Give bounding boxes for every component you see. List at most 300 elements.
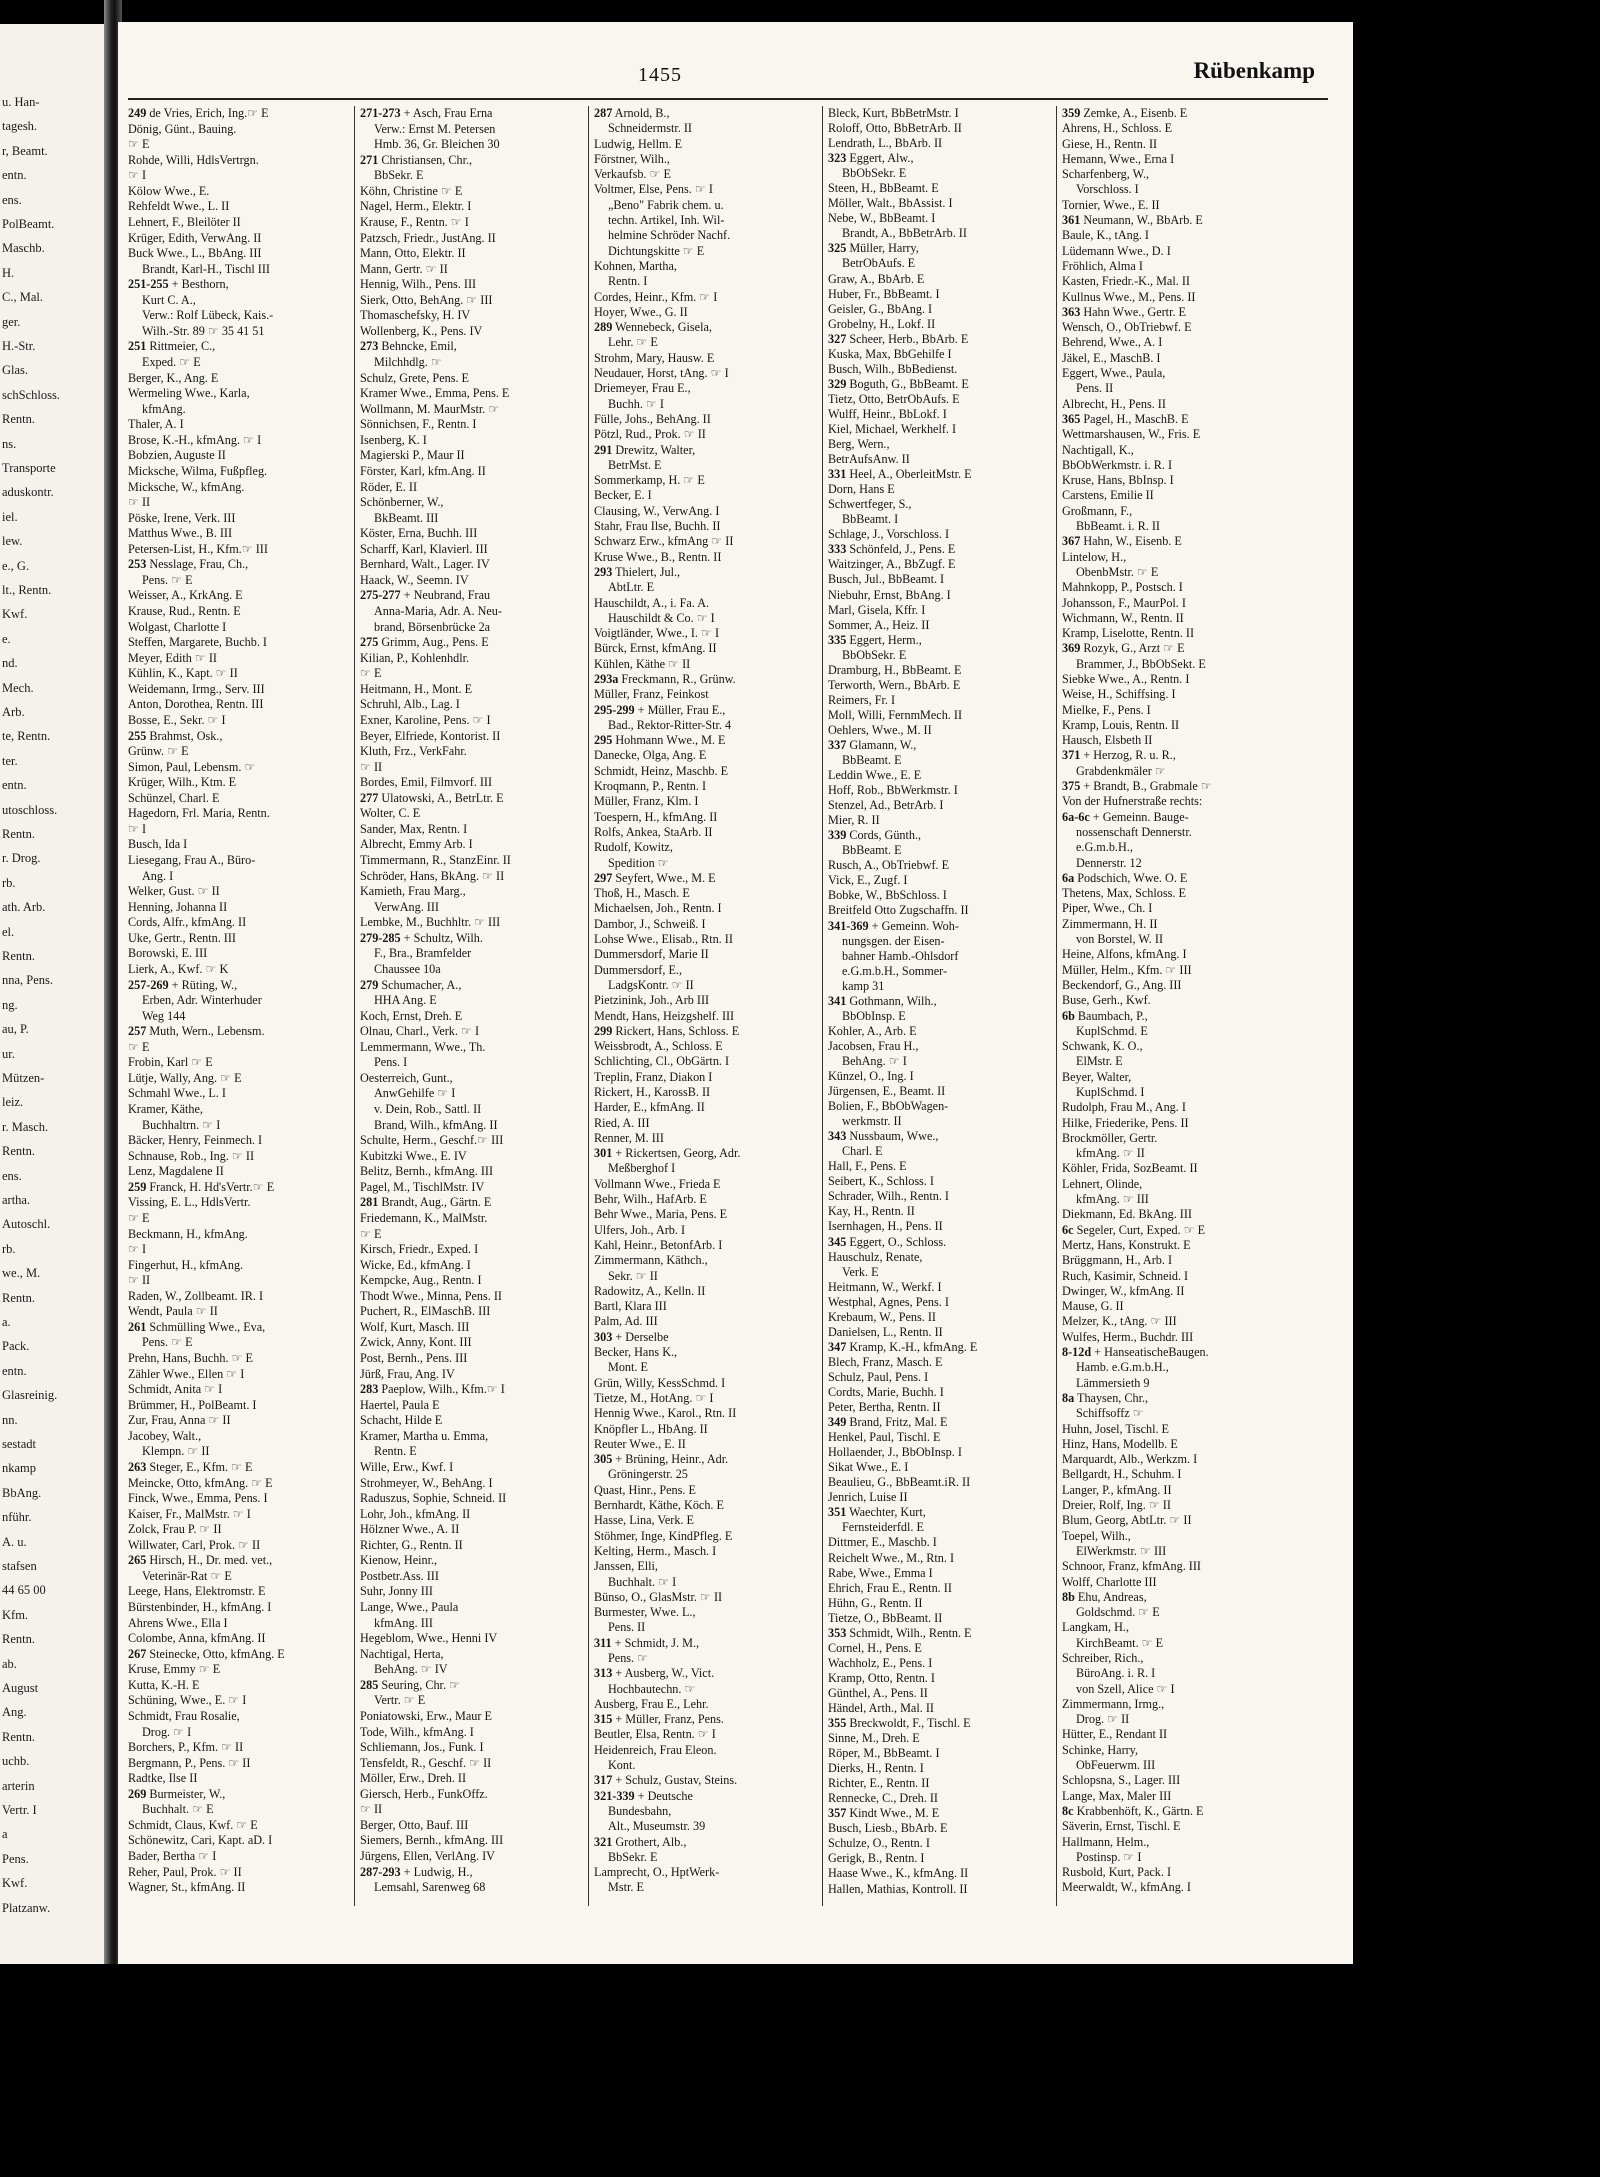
house-number: 263 (128, 1459, 147, 1474)
directory-entry-line: Willwater, Carl, Prok. ☞ II (128, 1537, 261, 1552)
directory-entry-line: von Szell, Alice ☞ I (1076, 1681, 1175, 1696)
directory-entry-line: 287-293 + Ludwig, H., (360, 1864, 473, 1879)
directory-entry-line: 257-269 + Rüting, W., (128, 977, 238, 992)
directory-column-3 (594, 106, 816, 1896)
directory-entry-line: Hagedorn, Frl. Maria, Rentn. (128, 806, 270, 821)
directory-entry-line: Matthus Wwe., B. III (128, 526, 233, 541)
directory-entry-line: Müller, Helm., Kfm. ☞ III (1062, 962, 1192, 977)
directory-entry-line: Mielke, F., Pens. I (1062, 702, 1151, 717)
directory-entry-line: Mendt, Hans, Heizgshelf. III (594, 1008, 735, 1023)
directory-entry-line: Schulze, O., Rentn. I (828, 1836, 930, 1851)
directory-entry-line: Magierski P., Maur II (360, 448, 465, 463)
directory-entry-line: Goldschmd. ☞ E (1076, 1605, 1160, 1620)
directory-entry-line: 6c Segeler, Curt, Exped. ☞ E (1062, 1222, 1206, 1237)
directory-entry-line: Hoff, Rob., BbWerkmstr. I (828, 783, 958, 798)
left-page-text-fragment: Pens. (2, 1851, 29, 1866)
directory-entry-line: Weidemann, Irmg., Serv. III (128, 681, 265, 696)
directory-entry-line: 323 Eggert, Alw., (828, 151, 914, 166)
directory-entry-line: Hochbautechn. ☞ (608, 1681, 696, 1696)
directory-entry-line: KuplSchmd. E (1076, 1023, 1148, 1038)
directory-entry-line: Busch, Jul., BbBeamt. I (828, 572, 945, 587)
directory-entry-line: Rentn. E (374, 1444, 417, 1459)
directory-entry-line: Richter, E., Rentn. II (828, 1776, 930, 1791)
directory-entry-line: Belitz, Bernh., kfmAng. III (360, 1164, 494, 1179)
directory-entry-line: 255 Brahmst, Osk., (128, 728, 223, 743)
directory-entry-line: Klempn. ☞ II (142, 1444, 210, 1459)
directory-entry-line: Janssen, Elli, (594, 1559, 658, 1574)
directory-entry-line: Brand, Wilh., kfmAng. II (374, 1117, 498, 1132)
directory-entry-line: ☞ I (128, 821, 147, 836)
left-page-text-fragment: ab. (2, 1656, 17, 1671)
house-number: 257 (128, 1024, 147, 1039)
directory-entry-line: Berger, Otto, Bauf. III (360, 1817, 469, 1832)
directory-entry-line: Kelting, Herm., Masch. I (594, 1543, 717, 1558)
house-number: 357 (828, 1806, 847, 1821)
directory-entry-line: Thomaschefsky, H. IV (360, 308, 471, 323)
directory-entry-line: Brümmer, H., PolBeamt. I (128, 1397, 257, 1412)
directory-entry-line: Scharff, Karl, Klavierl. III (360, 541, 488, 556)
directory-entry-line: Dennerstr. 12 (1076, 855, 1142, 870)
directory-entry-line: Hennig, Wilh., Pens. III (360, 277, 477, 292)
directory-entry-line: Zur, Frau, Anna ☞ II (128, 1413, 231, 1428)
left-page-text-fragment: PolBeamt. (2, 217, 55, 231)
directory-entry-line: nossenschaft Dennerstr. (1076, 824, 1192, 839)
directory-entry-line: Bad., Rektor-Ritter-Str. 4 (608, 717, 732, 732)
directory-entry-line: 6b Baumbach, P., (1062, 1008, 1148, 1023)
directory-entry-line: Hennig Wwe., Karol., Rtn. II (594, 1406, 737, 1421)
directory-entry-line: Schiffsoffz ☞ (1076, 1406, 1144, 1421)
directory-entry-line: Micksche, Wilma, Fußpfleg. (128, 463, 268, 478)
directory-entry-line: BbBeamt. E (842, 753, 902, 768)
directory-entry-line: KuplSchmd. I (1076, 1085, 1145, 1099)
directory-entry-line: Ang. I (142, 868, 174, 883)
directory-entry-line: Jürgensen, E., Beamt. II (828, 1084, 946, 1099)
directory-entry-line: Kempcke, Aug., Rentn. I (360, 1273, 482, 1288)
directory-entry-line: Clausing, W., VerwAng. I (594, 503, 720, 518)
house-number: 295-299 (594, 702, 635, 717)
directory-entry-line: 8c Krabbenhöft, K., Gärtn. E (1062, 1803, 1204, 1818)
directory-entry-line: Verkaufsb. ☞ E (594, 167, 671, 182)
house-number: 351 (828, 1505, 847, 1520)
directory-entry-line: LadgsKontr. ☞ II (608, 977, 694, 992)
directory-entry-line: Simon, Paul, Lebensm. ☞ (128, 759, 256, 774)
directory-entry-line: Ehrich, Frau E., Rentn. II (828, 1580, 952, 1595)
directory-entry-line: Schrader, Wilh., Rentn. I (828, 1189, 949, 1204)
house-number: 303 (594, 1329, 613, 1344)
directory-entry-line: Händel, Arth., Mal. II (828, 1700, 934, 1715)
directory-entry-line: Köhler, Frida, SozBeamt. II (1062, 1161, 1198, 1176)
directory-entry-line: Nagel, Herm., Elektr. I (360, 199, 472, 214)
directory-entry-line: 305 + Brüning, Heinr., Adr. (594, 1452, 729, 1467)
directory-entry-line: ElWerkmstr. ☞ III (1076, 1543, 1167, 1558)
directory-entry-line: kfmAng. III (374, 1615, 433, 1630)
directory-entry-line: 331 Heel, A., OberleitMstr. E (828, 467, 972, 482)
left-page-text-fragment: Mech. (2, 680, 34, 695)
directory-entry-line: Voltmer, Else, Pens. ☞ I (594, 182, 713, 197)
directory-entry-line: Thaler, A. I (128, 417, 184, 432)
left-page-text-fragment: rb. (2, 1241, 16, 1256)
house-number: 321-339 (594, 1788, 635, 1803)
directory-entry-line: Olnau, Charl., Verk. ☞ I (360, 1024, 480, 1039)
left-page-text-fragment: nd. (2, 656, 18, 671)
directory-entry-line: Mier, R. II (828, 813, 880, 828)
directory-entry-line: Ahrens, H., Schloss. E (1062, 121, 1173, 136)
directory-entry-line: Schulte, Herm., Geschf.☞ III (360, 1133, 504, 1148)
directory-entry-line: Burmester, Wwe. L., (594, 1605, 696, 1620)
directory-column-5 (1062, 106, 1284, 1896)
directory-entry-line: Zimmermann, Irmg., (1062, 1696, 1165, 1711)
directory-entry-line: Cordts, Marie, Buchh. I (828, 1384, 944, 1399)
left-page-text-fragment: C., Mal. (2, 290, 43, 305)
house-number: 253 (128, 557, 147, 572)
directory-entry-line: Schwarz Erw., kfmAng ☞ II (594, 534, 734, 549)
directory-entry-line: 295-299 + Müller, Frau E., (594, 702, 726, 717)
directory-entry-line: Pöske, Irene, Verk. III (128, 510, 236, 525)
directory-entry-line: 369 Rozyk, G., Arzt ☞ E (1062, 641, 1185, 656)
directory-entry-line: Bartl, Klara III (594, 1299, 667, 1314)
directory-entry-line: Meerwaldt, W., kfmAng. I (1062, 1880, 1191, 1895)
directory-entry-line: Lemsahl, Sarenweg 68 (374, 1880, 486, 1895)
directory-entry-line: 345 Eggert, O., Schloss. (828, 1234, 947, 1249)
directory-entry-line: Wulff, Heinr., BbLokf. I (828, 406, 947, 421)
directory-entry-line: Weisser, A., KrkAng. E (128, 588, 243, 603)
directory-entry-line: Lohse Wwe., Elisab., Rtn. II (594, 932, 733, 947)
left-page-text-fragment: ng. (2, 997, 18, 1012)
house-number: 341 (828, 993, 847, 1008)
directory-entry-line: Kirsch, Friedr., Exped. I (360, 1242, 479, 1257)
directory-entry-line: Pens. I (374, 1055, 408, 1070)
directory-entry-line: Radowitz, A., Kelln. II (594, 1283, 706, 1298)
directory-entry-line: Dichtungskitte ☞ E (608, 243, 705, 258)
directory-entry-line: Bleck, Kurt, BbBetrMstr. I (828, 106, 959, 120)
directory-entry-line: Eggert, Wwe., Paula, (1062, 366, 1166, 381)
directory-entry-line: Friedemann, K., MalMstr. (360, 1210, 488, 1225)
directory-entry-line: 359 Zemke, A., Eisenb. E (1062, 106, 1188, 120)
left-page-text-fragment: 44 65 00 (2, 1583, 46, 1598)
directory-entry-line: Isenberg, K. I (360, 432, 427, 447)
directory-entry-line: Roloff, Otto, BbBetrArb. II (828, 121, 962, 136)
directory-entry-line: Timmermann, R., StanzEinr. II (360, 853, 511, 867)
left-page-text-fragment: Rentn. (2, 1144, 35, 1159)
house-number: 311 (594, 1635, 612, 1650)
directory-entry-line: Nebe, W., BbBeamt. I (828, 211, 936, 226)
directory-entry-line: Hegeblom, Wwe., Henni IV (360, 1631, 498, 1646)
directory-entry-line: Lembke, M., Buchhltr. ☞ III (360, 915, 501, 930)
directory-entry-line: 8b Ehu, Andreas, (1062, 1589, 1147, 1604)
directory-entry-line: BbSekr. E (374, 168, 424, 183)
house-number: 8a (1062, 1390, 1075, 1405)
directory-entry-line: Leege, Hans, Elektromstr. E (128, 1584, 266, 1599)
directory-entry-line: Frobin, Karl ☞ E (128, 1055, 213, 1070)
directory-entry-line: Giersch, Herb., FunkOffz. (360, 1786, 488, 1801)
directory-entry-line: Röder, E. II (360, 479, 418, 494)
directory-entry-line: Schlichting, Cl., ObGärtn. I (594, 1054, 730, 1069)
left-page-text-fragment: rb. (2, 875, 16, 890)
directory-entry-line: Mstr. E (608, 1880, 644, 1895)
left-page-fragment (0, 24, 108, 1964)
directory-entry-line: ☞ E (360, 1226, 382, 1241)
directory-entry-line: 285 Seuring, Chr. ☞ (360, 1677, 460, 1692)
directory-entry-line: Pagel, M., TischlMstr. IV (360, 1179, 485, 1194)
directory-entry-line: Kamieth, Frau Marg., (360, 884, 466, 899)
directory-entry-line: 375 + Brandt, B., Grabmale ☞ (1062, 779, 1212, 794)
directory-entry-line: Beutler, Elsa, Rentn. ☞ I (594, 1727, 716, 1742)
directory-entry-line: 327 Scheer, Herb., BbArb. E (828, 331, 969, 346)
directory-column-1 (128, 106, 350, 1896)
directory-entry-line: Dambor, J., Schweiß. I (594, 916, 706, 931)
directory-entry-line: BbBeamt. E (842, 843, 902, 858)
column-divider (1056, 106, 1057, 1906)
directory-entry-line: Thetens, Max, Schloss. E (1062, 886, 1186, 901)
directory-entry-line: Lintelow, H., (1062, 549, 1127, 564)
house-number: 8c (1062, 1803, 1074, 1818)
directory-entry-line: Westphal, Agnes, Pens. I (828, 1294, 949, 1309)
directory-entry-line: Buchhalt. ☞ I (608, 1574, 677, 1589)
house-number: 6a (1062, 870, 1075, 885)
directory-entry-line: Bellgardt, H., Schuhm. I (1062, 1467, 1182, 1482)
directory-entry-line: Kohnen, Martha, (594, 258, 677, 273)
directory-entry-line: Poniatowski, Erw., Maur E (360, 1708, 492, 1723)
header-rule (128, 98, 1328, 100)
directory-entry-line: Heine, Alfons, kfmAng. I (1062, 947, 1187, 962)
directory-entry-line: Thodt Wwe., Minna, Pens. II (360, 1288, 502, 1303)
directory-entry-line: Pens. II (1076, 381, 1114, 396)
directory-entry-line: Ausberg, Frau E., Lehr. (594, 1696, 709, 1711)
directory-entry-line: Zimmermann, Käthch., (594, 1253, 708, 1268)
directory-entry-line: nungsgen. der Eisen- (842, 933, 945, 948)
directory-entry-line: BüroAng. i. R. I (1076, 1666, 1156, 1681)
directory-entry-line: Hollaender, J., BbObInsp. I (828, 1445, 962, 1460)
directory-entry-line: Schinke, Harry, (1062, 1742, 1139, 1757)
house-number: 349 (828, 1415, 847, 1430)
directory-entry-line: Schröder, Hans, BkAng. ☞ II (360, 868, 505, 883)
directory-entry-line: Rudolph, Frau M., Ang. I (1062, 1100, 1186, 1115)
directory-entry-line: 325 Müller, Harry, (828, 241, 919, 256)
directory-entry-line: ☞ II (128, 1273, 151, 1288)
left-page-text-fragment: Kwf. (2, 1876, 28, 1891)
directory-entry-line: Buchhalt. ☞ E (142, 1802, 214, 1817)
directory-entry-line: Meßberghof I (608, 1161, 676, 1176)
directory-entry-line: Graw, A., BbArb. E (828, 271, 925, 286)
directory-entry-line: Langkam, H., (1062, 1620, 1130, 1635)
directory-entry-line: Waitzinger, A., BbZugf. E (828, 557, 956, 572)
house-number: 251 (128, 339, 147, 354)
directory-entry-line: Mont. E (608, 1360, 648, 1375)
directory-entry-line: Wolff, Charlotte III (1062, 1574, 1157, 1589)
directory-entry-line: Harder, E., kfmAng. II (594, 1100, 705, 1115)
directory-entry-line: Dittmer, E., Maschb. I (828, 1535, 937, 1550)
house-number: 317 (594, 1773, 613, 1788)
left-page-text-fragment: el. (2, 924, 15, 939)
directory-entry-line: Möller, Erw., Dreh. II (360, 1771, 467, 1786)
directory-entry-line: Krüger, Wilh., Ktm. E (128, 775, 237, 790)
house-number: 259 (128, 1179, 147, 1194)
directory-entry-line: Wollmann, M. MaurMstr. ☞ (360, 401, 500, 416)
directory-entry-line: Kuska, Max, BbGehilfe I (828, 346, 952, 361)
directory-entry-line: Heitmann, W., Werkf. I (828, 1279, 942, 1294)
running-head: Rübenkamp (1193, 58, 1315, 83)
directory-entry-line: Bordes, Emil, Filmvorf. III (360, 775, 493, 790)
directory-entry-line: Terworth, Wern., BbArb. E (828, 677, 961, 692)
directory-entry-line: Schnoor, Franz, kfmAng. III (1062, 1559, 1201, 1574)
left-page-text-fragment: Glasreinig. (2, 1388, 58, 1403)
directory-entry-line: Renner, M. III (594, 1130, 664, 1145)
directory-entry-line: Finck, Wwe., Emma, Pens. I (128, 1491, 268, 1506)
directory-entry-line: 261 Schmülling Wwe., Eva, (128, 1319, 266, 1334)
directory-entry-line: Rabe, Wwe., Emma I (828, 1565, 933, 1580)
directory-entry-line: 365 Pagel, H., MaschB. E (1062, 411, 1189, 426)
directory-entry-line: Schwertfeger, S., (828, 497, 912, 512)
directory-entry-line: Großmann, F., (1062, 503, 1133, 518)
directory-entry-line: Hausch, Elsbeth II (1062, 733, 1153, 748)
directory-entry-line: kfmAng. (142, 401, 186, 416)
left-page-text-fragment: aduskontr. (2, 485, 54, 500)
directory-entry-line: Sikat Wwe., E. I (828, 1460, 909, 1475)
left-page-text-fragment: iel. (2, 509, 18, 524)
house-number: 329 (828, 376, 847, 391)
directory-entry-line: BbObWerkmstr. i. R. I (1062, 457, 1173, 472)
directory-entry-line: Dwinger, W., kfmAng. II (1062, 1283, 1185, 1298)
directory-entry-line: BetrMst. E (608, 457, 662, 472)
directory-entry-line: ☞ E (128, 137, 150, 152)
house-number: 371 (1062, 748, 1081, 763)
directory-entry-line: Möller, Walt., BbAssist. I (828, 196, 953, 211)
directory-entry-line: Brockmöller, Gertr. (1062, 1130, 1158, 1145)
directory-entry-line: Lierk, A., Kwf. ☞ K (128, 961, 229, 976)
directory-entry-line: Siebke Wwe., A., Rentn. I (1062, 671, 1190, 686)
directory-entry-line: Lohr, Joh., kfmAng. II (360, 1506, 471, 1521)
directory-entry-line: kamp 31 (842, 978, 885, 993)
directory-entry-line: Lehr. ☞ E (608, 335, 658, 350)
directory-entry-line: Verw.: Rolf Lübeck, Kais.- (142, 308, 274, 323)
directory-entry-line: Wolgast, Charlotte I (128, 619, 227, 634)
directory-entry-line: 335 Eggert, Herm., (828, 632, 922, 647)
directory-entry-line: Berg, Wern., (828, 437, 890, 452)
directory-entry-line: Pens. ☞ E (142, 1335, 193, 1350)
directory-entry-line: 289 Wennebeck, Gisela, (594, 320, 712, 335)
directory-entry-line: Nachtigal, Herta, (360, 1646, 444, 1661)
directory-entry-line: Hinz, Hans, Modellb. E (1062, 1436, 1178, 1451)
directory-entry-line: 287 Arnold, B., (594, 106, 670, 120)
directory-entry-line: Kühlen, Käthe ☞ II (594, 656, 691, 671)
left-page-text-fragment: Kfm. (2, 1607, 29, 1622)
directory-entry-line: Kluth, Frz., VerkFahr. (360, 744, 467, 759)
left-page-text-fragment: schSchloss. (2, 387, 60, 402)
directory-entry-line: Raden, W., Zollbeamt. IR. I (128, 1288, 264, 1303)
directory-entry-line: Strohmeyer, W., BehAng. I (360, 1475, 493, 1490)
directory-entry-line: 279-285 + Schultz, Wilh. (360, 930, 483, 945)
directory-entry-line: Rohde, Willi, HdlsVertrgn. (128, 152, 259, 167)
directory-entry-line: Prehn, Hans, Buchh. ☞ E (128, 1351, 253, 1365)
directory-entry-line: 333 Schönfeld, J., Pens. E (828, 542, 956, 557)
directory-entry-line: Steen, H., BbBeamt. E (828, 181, 939, 196)
directory-entry-line: 341 Gothmann, Wilh., (828, 993, 937, 1008)
directory-entry-line: Berger, K., Ang. E (128, 370, 219, 385)
directory-entry-line: Fingerhut, H., kfmAng. (128, 1257, 244, 1272)
directory-entry-line: 277 Ulatowski, A., BetrLtr. E (360, 790, 504, 805)
directory-entry-line: Rusch, A., ObTriebwf. E (828, 858, 950, 873)
directory-entry-line: Spedition ☞ (608, 855, 669, 870)
directory-entry-line: Zähler Wwe., Ellen ☞ I (128, 1366, 245, 1381)
house-number: 6c (1062, 1222, 1074, 1237)
directory-entry-line: Tietze, O., BbBeamt. II (828, 1610, 943, 1625)
house-number: 265 (128, 1553, 147, 1568)
directory-entry-line: 339 Cords, Günth., (828, 828, 922, 843)
directory-entry-line: Vorschloss. I (1076, 182, 1139, 197)
house-number: 331 (828, 467, 847, 482)
house-number: 337 (828, 737, 847, 752)
directory-entry-line: 371 + Herzog, R. u. R., (1062, 748, 1176, 763)
directory-entry-line: Jürgens, Ellen, VerlAng. IV (360, 1849, 495, 1863)
directory-entry-line: Kramer, Martha u. Emma, (360, 1428, 489, 1443)
directory-entry-line: Marl, Gisela, Kffr. I (828, 602, 926, 617)
directory-entry-line: Drog. ☞ II (1076, 1712, 1130, 1727)
directory-entry-line: Oesterreich, Gunt., (360, 1070, 453, 1085)
directory-entry-line: Kiel, Michael, Werkhelf. I (828, 421, 957, 436)
directory-entry-line: Hoyer, Wwe., G. II (594, 304, 688, 319)
directory-entry-line: Uke, Gertr., Rentn. III (128, 930, 236, 945)
directory-entry-line: Haack, W., Seemn. IV (360, 572, 469, 587)
directory-entry-line: Leddin Wwe., E. E (828, 768, 922, 783)
house-number: 8b (1062, 1589, 1075, 1604)
directory-entry-line: Breitfeld Otto Zugschaffn. II (828, 903, 969, 918)
directory-entry-line: Peter, Bertha, Rentn. II (828, 1400, 941, 1415)
directory-entry-line: Sinne, M., Dreh. E (828, 1731, 920, 1746)
directory-entry-line: Beckendorf, G., Ang. III (1062, 977, 1182, 992)
directory-entry-line: Becker, E. I (594, 488, 652, 503)
directory-entry-line: Buchhaltrn. ☞ I (142, 1117, 221, 1132)
directory-entry-line: Kramp, Liselotte, Rentn. II (1062, 626, 1194, 641)
house-number: 275 (360, 635, 379, 650)
directory-entry-line: Post, Bernh., Pens. III (360, 1351, 468, 1365)
directory-entry-line: Lehnert, F., Bleilöter II (128, 214, 241, 229)
directory-entry-line: BehAng. ☞ IV (374, 1662, 448, 1677)
directory-entry-line: Zolck, Frau P. ☞ II (128, 1522, 222, 1537)
directory-entry-line: Suhr, Jonny III (360, 1584, 433, 1599)
directory-entry-line: Sommerkamp, H. ☞ E (594, 473, 705, 488)
directory-entry-line: e.G.m.b.H., (1076, 840, 1133, 855)
directory-entry-line: ☞ E (128, 1039, 150, 1054)
scan-background-bottom (0, 1964, 1600, 2177)
left-page-text-fragment: ger. (2, 314, 21, 329)
directory-entry-line: 295 Hohmann Wwe., M. E (594, 733, 726, 748)
directory-entry-line: Krause, Rud., Rentn. E (128, 604, 241, 618)
directory-entry-line: 273 Behncke, Emil, (360, 339, 457, 354)
directory-entry-line: Schmidt, Claus, Kwf. ☞ E (128, 1817, 258, 1832)
house-number: 255 (128, 728, 147, 743)
directory-entry-line: Behr, Wilh., HafArb. E (594, 1192, 707, 1207)
directory-page (118, 22, 1353, 1964)
directory-entry-line: 299 Rickert, Hans, Schloss. E (594, 1023, 740, 1038)
house-number: 285 (360, 1677, 379, 1692)
directory-entry-line: Chaussee 10a (374, 961, 441, 976)
left-page-text-fragment: r. Masch. (2, 1119, 49, 1134)
directory-entry-line: Erben, Adr. Winterhuder (142, 993, 262, 1008)
directory-entry-line: Cords, Alfr., kfmAng. II (128, 915, 247, 930)
house-number: 345 (828, 1234, 847, 1249)
directory-entry-line: Krüger, Edith, VerwAng. II (128, 230, 262, 245)
directory-entry-line: Sekr. ☞ II (608, 1268, 658, 1283)
left-page-text-fragment: leiz. (2, 1095, 24, 1110)
directory-entry-line: Bernhard, Walt., Lager. IV (360, 557, 490, 572)
directory-entry-line: 367 Hahn, W., Eisenb. E (1062, 534, 1182, 549)
directory-entry-line: Schlopsna, S., Lager. III (1062, 1773, 1181, 1788)
left-page-text-fragment: Ang. (2, 1705, 27, 1720)
left-page-text-fragment: Glas. (2, 363, 29, 378)
column-divider (588, 106, 589, 1906)
directory-entry-line: BbObSekr. E (842, 166, 907, 181)
house-number: 325 (828, 241, 847, 256)
